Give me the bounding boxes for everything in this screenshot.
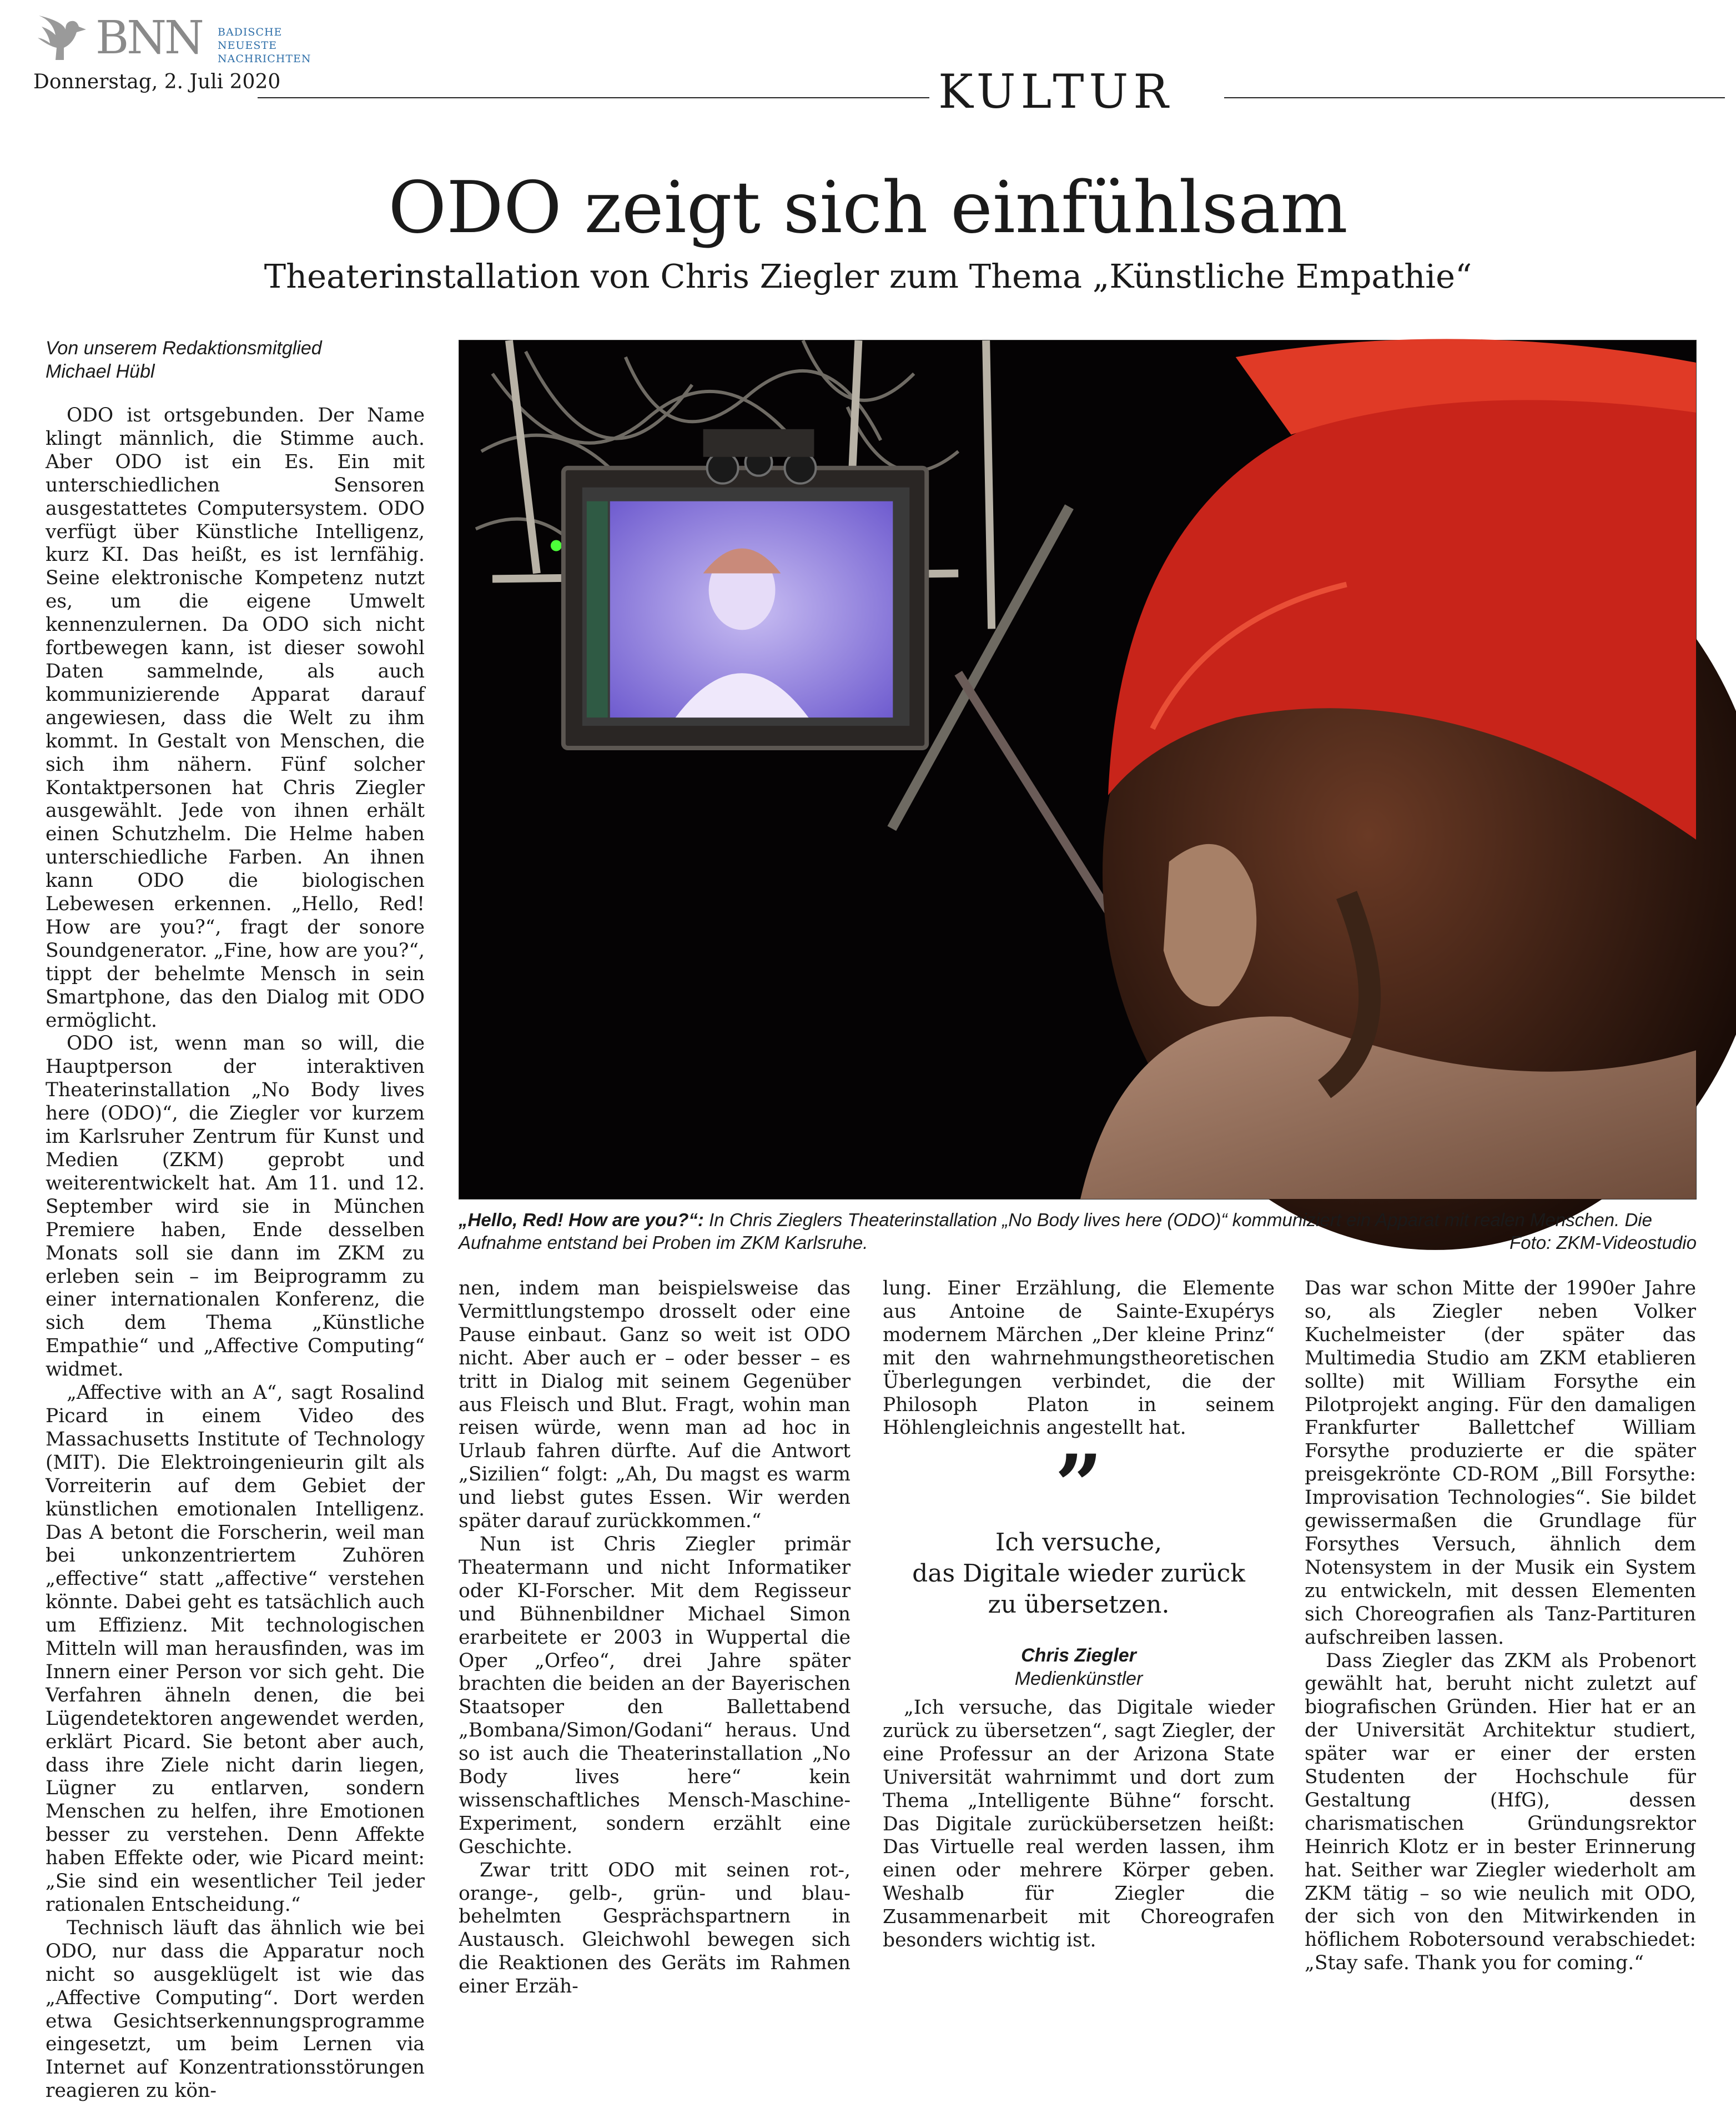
logo-subtitle: BADISCHE NEUESTE NACHRICHTEN	[218, 26, 311, 65]
paragraph: Dass Ziegler das ZKM als Probenort gewählt hat, beruht nicht zuletzt auf biografischen Gründen. Hier hat er an der Universität Architektur studiert, später war er einer der ersten Studenten der Hochschule für Gestaltung (HfG), dessen charismatischen Gründungsrektor Heinrich Klotz er in bester Erinnerung hat. Seither war Ziegler wiederholt am ZKM tätig – so wie neulich mit ODO, der sich von den Mitwirkenden in höflichem Robotersound verabschiedet: „Stay safe. Thank you for coming.“	[1305, 1649, 1696, 1975]
paragraph: lung. Einer Erzählung, die Elemente aus Antoine de Sainte-Exupérys modernem Märchen „Der kleine Prinz“ mit den wahrnehmungstheoretischen Überlegungen verbindet, die der Philosoph Platon in seinem Höhlengleichnis angestellt hat.	[883, 1277, 1275, 1439]
griffin-logo-icon	[33, 4, 94, 66]
section-rule-right	[1224, 97, 1725, 98]
section-title: KULTUR	[938, 64, 1174, 119]
article-column-1	[46, 404, 425, 2102]
paragraph: Technisch läuft das ähnlich wie bei ODO, nur dass die Apparatur noch nicht so ausgeklügelt ist wie das „Affective Computing“. Dort werden etwa Gesichtserkennungsprogramme eingesetzt, um beim Lernen via Internet auf Konzentrationsstörungen reagieren zu kön-	[46, 1916, 425, 2102]
article-subheadline: Theaterinstallation von Chris Ziegler zum Thema „Künstliche Empathie“	[264, 257, 1472, 295]
photo-illustration	[459, 340, 1696, 1199]
caption-lead: „Hello, Red! How are you?“:	[459, 1209, 704, 1230]
byline-author: Michael Hübl	[46, 361, 155, 382]
issue-date: Donnerstag, 2. Juli 2020	[33, 71, 281, 93]
article-photo	[459, 340, 1697, 1199]
caption-text: In Chris Zieglers Theaterinstallation „No Body lives here (ODO)“ kommuniziert ein Apparat mit realen Menschen. Die Aufnahme entstand bei Proben im ZKM Karlsruhe.	[459, 1209, 1652, 1253]
paragraph: Zwar tritt ODO mit seinen rot-, orange-, gelb-, grün- und blau-behelmten Gesprächspartnern in Austausch. Gleichwohl bewegen sich die Reaktionen des Geräts im Rahmen einer Erzäh-	[459, 1859, 851, 1998]
article-column-4	[1305, 1277, 1696, 1975]
paragraph: „Ich versuche, das Digitale wieder zurück zu übersetzen“, sagt Ziegler, der eine Professur an der Arizona State Universität wahrnimmt und dort zum Thema „Intelligente Bühne“ forscht. Das Digitale zurückübersetzen heißt: Das Virtuelle real werden lassen, ihm einen oder mehrere Körper geben. Weshalb für Ziegler die Zusammenarbeit mit Choreografen besonders wichtig ist.	[883, 1697, 1275, 1952]
paragraph: Das war schon Mitte der 1990er Jahre so, als Ziegler neben Volker Kuchelmeister (der später das Multimedia Studio am ZKM etablieren sollte) mit William Forsythe ein Pilotprojekt anging. Für den damaligen Frankfurter Ballettchef William Forsythe produzierte er die später preisgekrönte CD-ROM „Bill Forsythe: Improvisation Technologies“. Sie bildet gewissermaßen die Grundlage für Forsythes Versuch, ähnlich dem Notensystem in der Musik ein System zu entwickeln, mit dessen Elementen sich Choreografien als Tanz-Partituren aufschreiben lassen.	[1305, 1277, 1696, 1649]
paragraph: „Affective with an A“, sagt Rosalind Picard in einem Video des Massachusetts Institute of Technology (MIT). Die Elektroingenieurin gilt als Vorreiterin auf dem Gebiet der künstlichen emotionalen Intelligenz. Das A betont die Forscherin, weil man bei unkonzentriertem Zuhören „effective“ statt „affective“ verstehen könnte. Dabei geht es tatsächlich auch um Effizienz. Mit technologischen Mitteln will man herausfinden, was im Innern einer Person vor sich geht. Die Verfahren ähneln denen, die bei Lügendetektoren angewendet werden, erklärt Picard. Sie betont aber auch, dass ihre Ziele nicht darin liegen, Lügner zu entlarven, sondern Menschen zu helfen, ihre Emotionen besser zu verstehen. Denn Affekte haben Effekte oder, wie Picard meint: „Sie sind ein wesentlicher Teil jeder rationalen Entscheidung.“	[46, 1382, 425, 1916]
quote-text: Ich versuche, das Digitale wieder zurück zu übersetzen.	[912, 1528, 1245, 1619]
quote-author-role: Medienkünstler	[1014, 1668, 1143, 1689]
article-column-2	[459, 1277, 851, 1998]
article-column-3	[883, 1277, 1275, 1444]
pull-quote	[883, 1437, 1275, 1694]
article-headline: ODO zeigt sich einfühlsam	[388, 167, 1348, 249]
newspaper-logo	[33, 4, 311, 66]
byline-role: Von unserem Redaktionsmitglied	[46, 338, 322, 359]
paragraph: ODO ist ortsgebunden. Der Name klingt männlich, die Stimme auch. Aber ODO ist ein Es. Ein mit unterschiedlichen Sensoren ausgestattetes Computersystem. ODO verfügt über Künstliche Intelligenz, kurz KI. Das heißt, es ist lernfähig. Seine elektronische Kompetenz nutzt es, um die eigene Umwelt kennenzulernen. Da ODO sich nicht fortbewegen kann, ist dieser sowohl Daten sammelnde, als auch kommunizierende Apparat darauf angewiesen, dass die Welt zu ihm kommt. In Gestalt von Menschen, die sich ihm nähern. Fünf solcher Kontaktpersonen hat Chris Ziegler ausgewählt. Jede von ihnen erhält einen Schutzhelm. Die Helme haben unterschiedliche Farben. An ihnen kann ODO die biologischen Lebewesen erkennen. „Hello, Red! How are you?“, fragt der sonore Soundgenerator. „Fine, how are you?“, tippt der behelmte Mensch in sein Smartphone, das den Dialog mit ODO ermöglicht.	[46, 404, 425, 1032]
paragraph: Nun ist Chris Ziegler primär Theatermann und nicht Informatiker oder KI-Forscher. Mit dem Regisseur und Bühnenbildner Michael Simon erarbeitete er 2003 in Wuppertal die Oper „Orfeo“, drei Jahre später brachten die beiden an der Bayerischen Staatsoper den Ballettabend „Bombana/Simon/Godani“ heraus. Und so ist auch die Theaterinstallation „No Body lives here“ kein wissenschaftliches Mensch-Maschine-Experiment, sondern erzählt eine Geschichte.	[459, 1533, 851, 1858]
article-column-3-lower	[883, 1697, 1275, 1958]
byline	[46, 337, 434, 383]
paragraph: ODO ist, wenn man so will, die Hauptperson der interaktiven Theaterinstallation „No Body lives here (ODO)“, die Ziegler vor kurzem im Karlsruher Zentrum für Kunst und Medien (ZKM) geprobt und weiterentwickelt hat. Am 11. und 12. September wird sie in München Premiere haben, Ende desselben Monats soll sie dann im ZKM zu erleben sein – im Beiprogramm zu einer internationalen Konferenz, die sich dem Thema „Künstliche Empathie“ und „Affective Computing“ widmet.	[46, 1032, 425, 1381]
logo-text: BNN	[95, 12, 202, 64]
photo-credit: Foto: ZKM-Videostudio	[1509, 1232, 1697, 1253]
paragraph: nen, indem man beispielsweise das Vermittlungstempo drosselt oder eine Pause einbaut. Ganz so weit ist ODO nicht. Aber auch er – oder besser – es tritt in Dialog mit seinem Gegenüber aus Fleisch und Blut. Fragt, wohin man reisen würde, wenn man ad hoc in Urlaub fahren dürfte. Auf die Antwort „Sizilien“ folgt: „Ah, Du magst es warm und liebst gutes Essen. Wir werden später darauf zurückkommen.“	[459, 1277, 851, 1533]
quote-mark-icon: ”	[1054, 1437, 1103, 1534]
section-rule-left	[258, 97, 929, 98]
quote-author: Chris Ziegler	[1021, 1645, 1136, 1666]
